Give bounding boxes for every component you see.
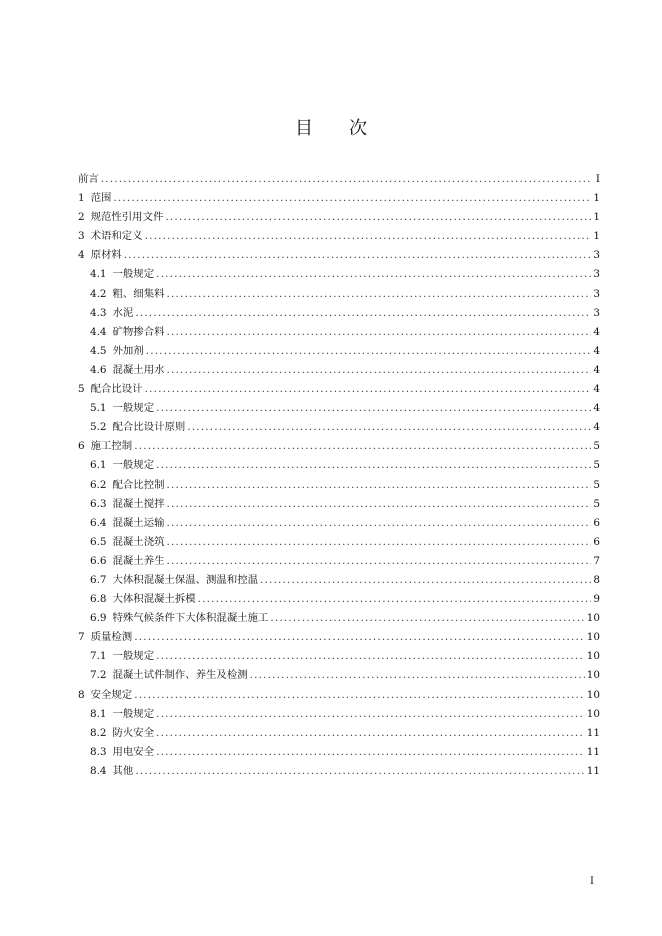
toc-entry-number: 6.4 — [90, 516, 107, 529]
toc-entry[interactable] — [78, 399, 600, 418]
toc-entry-number: 6.2 — [90, 478, 107, 491]
toc-entry[interactable] — [78, 361, 600, 380]
toc-entry-number: 4.4 — [90, 325, 107, 338]
toc-entry-page: 4 — [593, 325, 600, 338]
toc-entry-number: 8.1 — [90, 707, 107, 720]
toc-entry-number: 6.6 — [90, 554, 107, 567]
table-of-contents — [78, 170, 600, 781]
toc-entry-page: 1 — [593, 192, 600, 205]
toc-entry-title: 配合比控制 — [112, 478, 165, 491]
toc-entry-number: 5.2 — [90, 421, 107, 434]
toc-entry-title: 一般规定 — [112, 707, 155, 720]
toc-entry-page: 5 — [593, 497, 600, 510]
toc-entry-title: 配合比设计原则 — [112, 421, 186, 434]
toc-dot-leader — [134, 686, 585, 705]
toc-entry-title: 用电安全 — [112, 745, 155, 758]
toc-entry-page: 4 — [593, 363, 600, 376]
toc-entry-page: I — [595, 173, 600, 185]
toc-entry-number: 6.8 — [90, 593, 107, 606]
toc-entry-page: 3 — [593, 287, 600, 300]
toc-entry-number: 6.1 — [90, 459, 107, 472]
toc-entry[interactable] — [78, 227, 600, 246]
toc-entry[interactable] — [78, 476, 600, 495]
toc-dot-leader — [166, 285, 591, 304]
toc-entry-title: 其他 — [112, 764, 134, 777]
toc-dot-leader — [124, 246, 592, 265]
toc-entry-number: 3 — [78, 230, 85, 243]
toc-entry-number: 6 — [78, 440, 85, 453]
toc-entry-page: 10 — [586, 631, 600, 644]
toc-entry-page: 11 — [586, 745, 600, 758]
toc-entry[interactable] — [78, 323, 600, 342]
toc-entry-page: 8 — [593, 573, 600, 586]
toc-entry-page: 4 — [593, 421, 600, 434]
page-number: I — [590, 876, 594, 887]
toc-entry-title: 规范性引用文件 — [90, 211, 164, 224]
toc-dot-leader — [166, 514, 591, 533]
toc-dot-leader — [156, 705, 585, 724]
toc-entry-title: 矿物掺合料 — [112, 325, 165, 338]
toc-entry-title: 质量检测 — [90, 631, 133, 644]
toc-entry-title: 混凝土养生 — [112, 554, 165, 567]
toc-entry-number: 6.7 — [90, 573, 107, 586]
toc-entry[interactable] — [78, 514, 600, 533]
toc-entry-number: 8.2 — [90, 726, 107, 739]
toc-entry-page: 6 — [593, 535, 600, 548]
toc-entry-page: 6 — [593, 516, 600, 529]
toc-entry-page: 3 — [593, 306, 600, 319]
toc-entry-page: 10 — [586, 612, 600, 625]
toc-entry-page: 3 — [593, 249, 600, 262]
toc-entry-number: 5 — [78, 383, 85, 396]
toc-entry-number: 8 — [78, 688, 85, 701]
toc-entry-title: 一般规定 — [112, 402, 155, 415]
toc-entry-page: 1 — [593, 211, 600, 224]
toc-entry-number: 7.1 — [90, 650, 107, 663]
toc-entry-title: 混凝土试件制作、养生及检测 — [112, 669, 248, 682]
toc-entry-title: 范围 — [90, 192, 112, 205]
toc-entry[interactable] — [78, 552, 600, 571]
toc-entry[interactable] — [78, 418, 600, 437]
toc-entry-number: 4.3 — [90, 306, 107, 319]
toc-dot-leader — [156, 399, 591, 418]
toc-entry-number: 6.3 — [90, 497, 107, 510]
toc-entry[interactable] — [78, 246, 600, 265]
toc-entry[interactable] — [78, 342, 600, 361]
toc-dot-leader — [113, 189, 591, 208]
toc-entry-title: 大体积混凝土拆模 — [112, 593, 196, 606]
toc-entry-page: 11 — [586, 764, 600, 777]
toc-entry-page: 1 — [593, 230, 600, 243]
toc-dot-leader — [145, 380, 592, 399]
toc-entry-page: 5 — [593, 440, 600, 453]
toc-entry[interactable] — [78, 686, 600, 705]
toc-entry-title: 一般规定 — [112, 650, 155, 663]
toc-entry-page: 11 — [586, 726, 600, 739]
toc-entry-number: 6.9 — [90, 612, 107, 625]
toc-entry[interactable] — [78, 628, 600, 647]
toc-dot-leader — [134, 437, 591, 456]
toc-entry[interactable] — [78, 647, 600, 666]
toc-entry-title: 混凝土搅拌 — [112, 497, 165, 510]
title-char-1: 目 — [295, 118, 313, 139]
toc-dot-leader — [165, 208, 591, 227]
toc-entry-page: 7 — [593, 554, 600, 567]
toc-entry-title: 水泥 — [112, 306, 134, 319]
toc-dot-leader — [166, 552, 591, 571]
toc-entry-title: 混凝土浇筑 — [112, 535, 165, 548]
toc-dot-leader — [134, 628, 585, 647]
toc-entry-page: 10 — [586, 650, 600, 663]
toc-dot-leader — [166, 361, 591, 380]
toc-entry[interactable] — [78, 189, 600, 208]
toc-entry-number: 7.2 — [90, 669, 107, 682]
toc-entry[interactable] — [78, 609, 600, 628]
toc-entry-title: 混凝土运输 — [112, 516, 165, 529]
toc-dot-leader — [156, 647, 585, 666]
toc-entry-title: 原材料 — [90, 249, 122, 262]
toc-entry-page: 3 — [593, 268, 600, 281]
toc-dot-leader — [135, 304, 591, 323]
toc-dot-leader — [260, 571, 591, 590]
toc-entry[interactable] — [78, 590, 600, 609]
toc-entry[interactable] — [78, 743, 600, 762]
toc-dot-leader — [166, 495, 591, 514]
toc-entry-page: 10 — [586, 707, 600, 720]
toc-dot-leader — [146, 342, 592, 361]
toc-entry[interactable] — [78, 304, 600, 323]
toc-entry-number: 4.2 — [90, 287, 107, 300]
toc-entry-title: 一般规定 — [112, 459, 155, 472]
toc-entry[interactable] — [78, 265, 600, 284]
toc-entry-page: 4 — [593, 383, 600, 396]
title-char-2: 次 — [349, 118, 367, 139]
toc-dot-leader — [250, 666, 585, 685]
toc-entry[interactable] — [78, 208, 600, 227]
toc-entry-title: 安全规定 — [90, 688, 133, 701]
toc-dot-leader — [101, 170, 592, 189]
toc-entry-page: 4 — [593, 344, 600, 357]
toc-entry[interactable] — [78, 571, 600, 590]
toc-dot-leader — [135, 762, 584, 781]
toc-entry[interactable] — [78, 666, 600, 685]
toc-entry[interactable] — [78, 495, 600, 514]
toc-entry-number: 4.1 — [90, 268, 107, 281]
toc-entry-number: 4 — [78, 249, 85, 262]
toc-entry-title: 混凝土用水 — [112, 363, 165, 376]
toc-entry-title: 配合比设计 — [90, 383, 143, 396]
toc-entry[interactable] — [78, 380, 600, 399]
toc-entry-page: 10 — [586, 688, 600, 701]
toc-entry-title: 特殊气候条件下大体积混凝土施工 — [112, 612, 269, 625]
toc-entry-page: 4 — [593, 402, 600, 415]
toc-entry[interactable] — [78, 170, 600, 189]
toc-entry-title: 外加剂 — [112, 344, 144, 357]
toc-entry[interactable] — [78, 437, 600, 456]
toc-entry[interactable] — [78, 285, 600, 304]
toc-dot-leader — [145, 227, 592, 246]
toc-entry-number: 4.6 — [90, 363, 107, 376]
toc-entry-number: 8.4 — [90, 764, 107, 777]
toc-entry-title: 前言 — [78, 173, 99, 185]
toc-entry-title: 粗、细集料 — [112, 287, 165, 300]
toc-entry-page: 10 — [586, 669, 600, 682]
toc-dot-leader — [166, 533, 591, 552]
toc-dot-leader — [198, 590, 592, 609]
toc-entry-number: 7 — [78, 631, 85, 644]
toc-dot-leader — [156, 265, 591, 284]
toc-entry-number: 6.5 — [90, 535, 107, 548]
toc-entry-number: 4.5 — [90, 344, 107, 357]
toc-dot-leader — [187, 418, 591, 437]
toc-entry-page: 9 — [593, 593, 600, 606]
toc-dot-leader — [156, 724, 585, 743]
toc-entry-page: 5 — [593, 478, 600, 491]
toc-entry-title: 术语和定义 — [90, 230, 143, 243]
toc-entry-title: 大体积混凝土保温、测温和控温 — [112, 573, 258, 586]
page-title — [0, 114, 662, 140]
toc-entry[interactable] — [78, 533, 600, 552]
toc-dot-leader — [156, 743, 585, 762]
toc-entry-number: 5.1 — [90, 402, 107, 415]
toc-entry-title: 施工控制 — [90, 440, 133, 453]
toc-entry[interactable] — [78, 762, 600, 781]
toc-entry-number: 8.3 — [90, 745, 107, 758]
toc-entry-title: 一般规定 — [112, 268, 155, 281]
toc-entry[interactable] — [78, 456, 600, 475]
toc-entry-title: 防火安全 — [112, 726, 155, 739]
toc-entry-page: 5 — [593, 459, 600, 472]
toc-dot-leader — [166, 476, 591, 495]
toc-entry-number: 2 — [78, 211, 85, 224]
toc-entry[interactable] — [78, 705, 600, 724]
toc-entry[interactable] — [78, 724, 600, 743]
toc-dot-leader — [166, 323, 591, 342]
toc-dot-leader — [156, 456, 591, 475]
toc-dot-leader — [270, 609, 584, 628]
toc-entry-number: 1 — [78, 192, 85, 205]
